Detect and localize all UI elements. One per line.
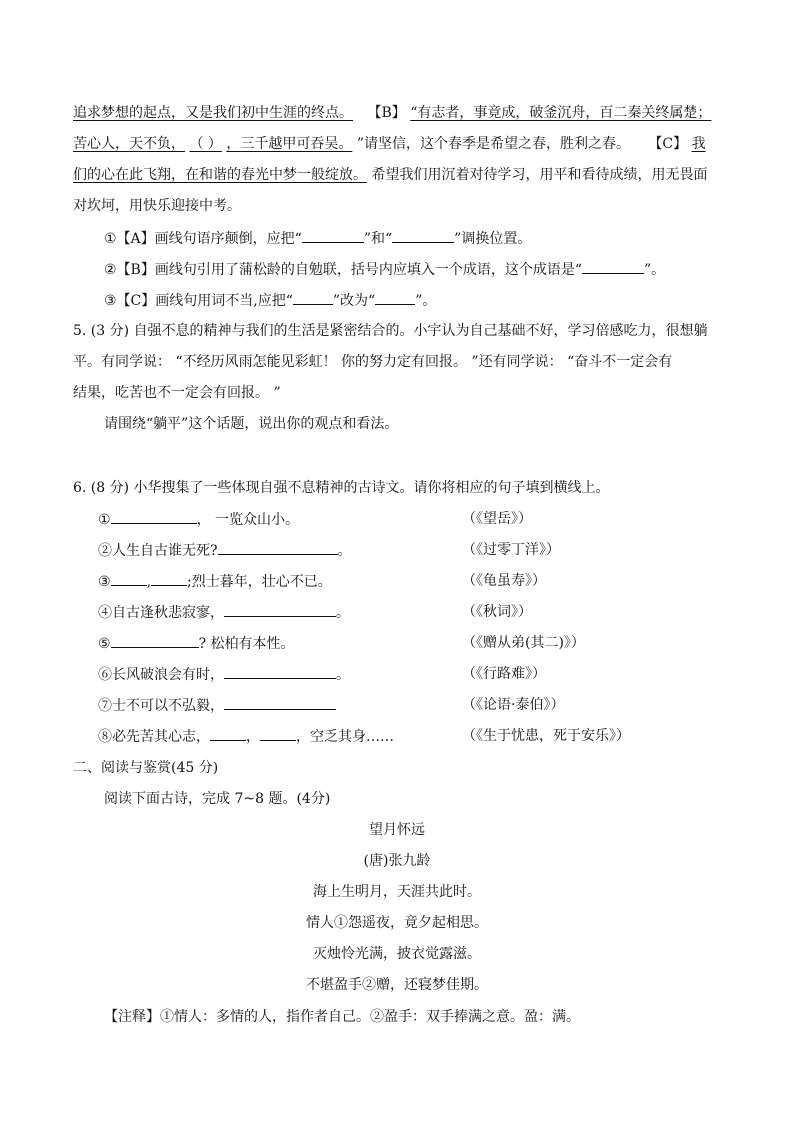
- poem-line-text: ⑦士不可以不弘毅，: [98, 698, 224, 714]
- q4-a-text: ”和“: [363, 231, 393, 247]
- poem-line-text: 。: [336, 605, 350, 621]
- underlined-couplet-end: ，三千越甲可吞吴。: [226, 136, 353, 152]
- poem-line-text: ， 一览众山小。: [196, 512, 300, 528]
- answer-blank[interactable]: [582, 259, 644, 274]
- q6-item-1: [98, 509, 299, 530]
- q6-source-3: （《龟虽寿》）: [462, 573, 546, 589]
- q6-source-4: （《秋词》）: [462, 604, 532, 620]
- answer-blank[interactable]: [210, 726, 246, 741]
- q6-item-2: [98, 540, 352, 561]
- q6-item-4: [98, 602, 350, 623]
- answer-blank[interactable]: [302, 228, 364, 243]
- q4-a-text: ①【A】画线句语序颠倒，应把“: [104, 231, 302, 247]
- section-intro: 阅读下面古诗，完成 7~8 题。(4分): [104, 791, 331, 807]
- q6-item-5: [98, 633, 295, 654]
- answer-blank[interactable]: [375, 290, 415, 305]
- poem-line-text: ，空乏其身……: [296, 729, 394, 745]
- q4-b-text: ②【B】画线句引用了蒲松龄的自勉联，括号内应填入一个成语，这个成语是“: [104, 262, 582, 278]
- q6-heading: 6. (8 分) 小华搜集了一些体现自强不息精神的古诗文。请你将相应的句子填到横线上。: [73, 480, 610, 496]
- underlined-sentence-a-end: 追求梦想的起点，又是我们初中生涯的终点。: [73, 105, 353, 121]
- answer-blank[interactable]: [224, 664, 336, 679]
- answer-blank[interactable]: [218, 540, 338, 555]
- answer-blank[interactable]: [111, 509, 197, 524]
- punctuation: ，: [246, 729, 260, 745]
- tag-c: 【C】: [648, 136, 688, 152]
- q6-source-1: （《望岳》）: [462, 511, 532, 527]
- poem-title: 望月怀远: [369, 822, 425, 838]
- answer-blank[interactable]: [151, 571, 187, 586]
- answer-blank[interactable]: [293, 290, 333, 305]
- underlined-couplet-start: “有志者，事竟成，破釜沉舟，百二秦关终属楚；: [410, 105, 712, 121]
- underlined-sentence-c-start: 我: [691, 136, 706, 152]
- q4-item-b: [104, 259, 665, 280]
- section-heading: 二、阅读与鉴赏(45 分): [73, 760, 219, 776]
- poem-line: 灭烛怜光满，披衣觉露滋。: [313, 946, 481, 962]
- q5-prompt: 请围绕“躺平”这个话题，说出你的观点和看法。: [104, 416, 399, 432]
- tag-b: 【B】: [367, 105, 406, 121]
- poem-line-text: ②人生自古谁无死?: [98, 543, 218, 559]
- q6-item-8: [98, 726, 394, 747]
- q4-c-text: ”。: [415, 293, 437, 309]
- answer-blank[interactable]: [111, 633, 199, 648]
- answer-blank[interactable]: [392, 228, 454, 243]
- passage-text: ”请坚信，这个春季是希望之春，胜利之春。: [356, 136, 630, 152]
- q4-b-text: ”。: [644, 262, 666, 278]
- q5-line-3: 结果，吃苦也不一定会有回报。 ”: [73, 385, 281, 401]
- answer-blank[interactable]: [111, 571, 147, 586]
- poem-line: 海上生明月，天涯共此时。: [313, 884, 481, 900]
- q6-item-7: [98, 695, 336, 716]
- passage-text: 希望我们用沉着对待学习，用平和看待成绩，用无畏面: [371, 167, 708, 183]
- q6-item-6: [98, 664, 350, 685]
- q4-item-a: [104, 228, 531, 249]
- underlined-sentence-c: 们的心在此飞翔，在和谐的春光中梦一般绽放。: [73, 167, 367, 183]
- q4-a-text: ”调换位置。: [454, 231, 532, 247]
- q6-source-5: （《赠从弟(其二)》）: [462, 635, 585, 651]
- passage-line-1: [73, 103, 711, 123]
- q4-item-c: [104, 290, 436, 311]
- poem-line-text: ⑧必先苦其心志，: [98, 729, 210, 745]
- answer-blank[interactable]: [224, 695, 336, 710]
- poem-line-text: ? 松柏有本性。: [198, 636, 295, 652]
- q6-source-6: （《行路难》）: [462, 666, 546, 682]
- poem-line-text: 。: [336, 667, 350, 683]
- q6-item-3: [98, 571, 332, 592]
- underlined-couplet-part: 苦心人，天不负，: [73, 136, 185, 152]
- poem-author: (唐)张九龄: [363, 853, 431, 869]
- q6-source-2: （《过零丁洋》）: [462, 542, 560, 558]
- poem-line-text: 。: [337, 543, 352, 559]
- poem-line-text: ⑥长风破浪会有时，: [98, 667, 224, 683]
- passage-line-4: 对坎坷，用快乐迎接中考。: [73, 198, 241, 214]
- item-number: ③: [98, 574, 111, 590]
- poem-line: 情人①怨遥夜，竟夕起相思。: [306, 915, 488, 931]
- poem-line: 不堪盈手②赠，还寝梦佳期。: [306, 977, 488, 993]
- punctuation: ,: [146, 574, 152, 590]
- passage-line-3: [73, 165, 707, 185]
- couplet-blank-paren: （ ）: [189, 136, 222, 152]
- answer-blank[interactable]: [260, 726, 296, 741]
- item-number: ①: [98, 512, 111, 528]
- q4-c-text: ③【C】画线句用词不当,应把“: [104, 293, 293, 309]
- q4-c-text: ”改为“: [332, 293, 376, 309]
- poem-line-text: ④自古逢秋悲寂寥，: [98, 605, 224, 621]
- item-number: ⑤: [98, 636, 111, 652]
- poem-notes: 【注释】①情人：多情的人，指作者自己。②盈手：双手捧满之意。盈：满。: [104, 1009, 580, 1025]
- answer-blank[interactable]: [224, 602, 336, 617]
- q5-line-2: 平。有同学说： “不经历风雨怎能见彩虹！ 你的努力定有回报。 ”还有同学说： “奋斗不一定会有: [73, 354, 673, 370]
- q6-source-7: （《论语·泰伯》）: [462, 697, 565, 713]
- passage-line-2: [73, 134, 706, 154]
- q6-source-8: （《生于忧患，死于安乐》）: [462, 728, 630, 744]
- poem-line-text: ;烈士暮年，壮心不已。: [187, 574, 332, 590]
- q5-line-1: 5. (3 分) 自强不息的精神与我们的生活是紧密结合的。小宇认为自己基础不好，学习倍感吃力，很想躺: [73, 323, 708, 339]
